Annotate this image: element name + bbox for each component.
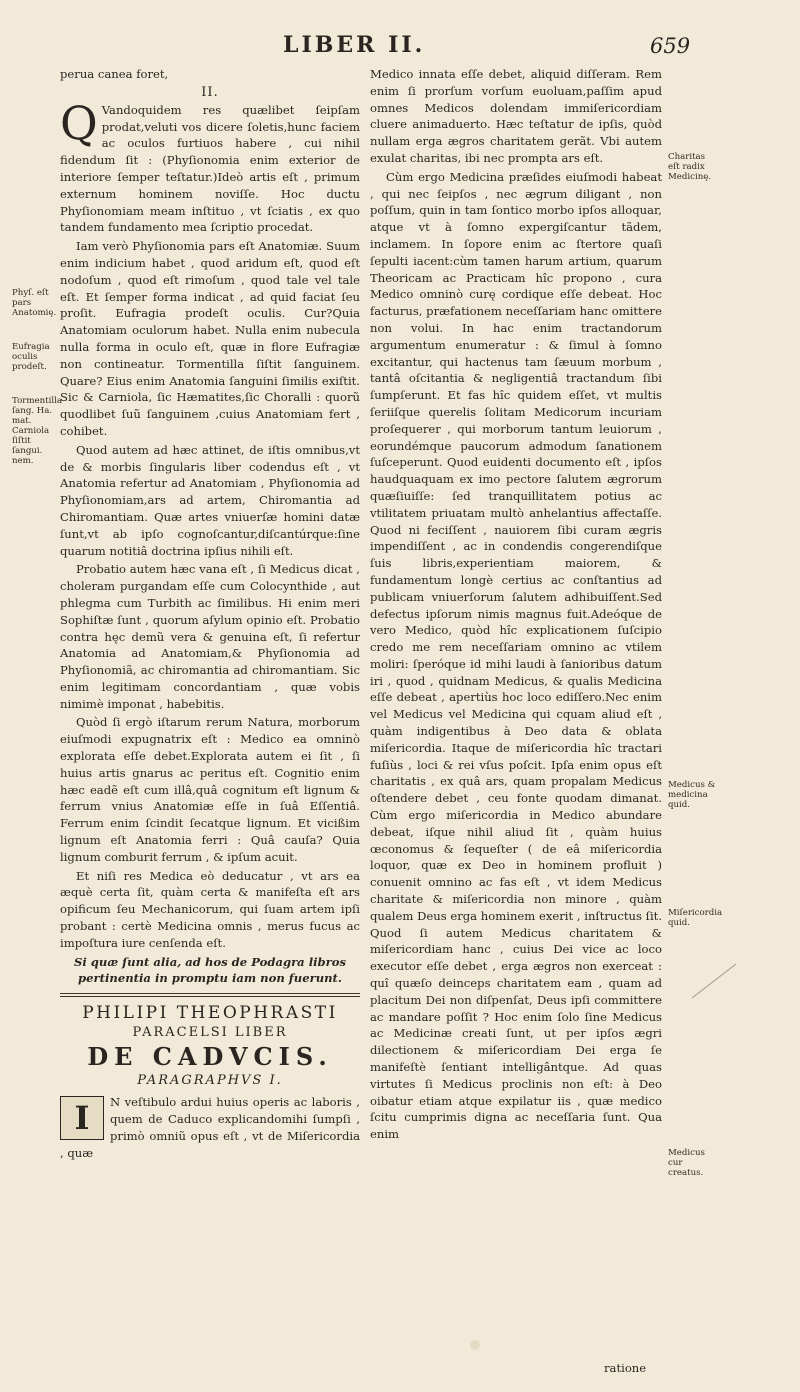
paragraph-heading: PARAGRAPHVS I. xyxy=(137,1073,283,1089)
ornamental-initial: I xyxy=(60,1096,104,1140)
margin-note: Medicus & medicina quid. xyxy=(668,780,716,810)
running-head: LIBER II. xyxy=(283,32,426,58)
paragraph: Et niſi res Medica eò deducatur , vt ars ea æquè certa ſit, quàm certa & manifeſta eſt ars opificum ſeu Mechanicorum, qui ſuam artem ipſi probant : certè Medicina omnis , merus fucus ac impoſtura iure cenſenda eſt. xyxy=(60,868,360,950)
right-column xyxy=(370,66,662,1145)
paper-stain xyxy=(470,1340,480,1350)
section-numeral: II. xyxy=(201,84,219,100)
divider-rule xyxy=(60,993,360,997)
book-title-main: DE CADVCIS. xyxy=(87,1042,333,1072)
margin-note: Eufragia oculis prodeſt. xyxy=(12,342,50,372)
paragraph: Quod autem ad hæc attinet, de iſtis omnibus,vt de & morbis ſingularis liber codendus eſt , vt Anatomia refertur ad Anatomiam , Phyſionomia ad Phyſionomiam,ars ad artem, Chiromantia ad Chiromantiam. Quæ artes vniuerſæ homini datæ ſunt,vt ab ipſo cognoſcantur,diſcantúrque:ſine quarum notitiâ doctrina ipſius nihili eſt. xyxy=(60,442,360,558)
left-column xyxy=(60,66,360,1163)
margin-note: Miſericordia quid. xyxy=(668,908,723,928)
opening-line: perua canea foret, xyxy=(60,67,169,81)
paragraph-text: N veſtibulo ardui huius operis ac laboris , quem de Caduco explicandomihi ſumpſi , primò omniũ opus eſt , vt de Miſericordia , quæ xyxy=(60,1095,360,1160)
margin-note: Phyſ. eſt pars Anatomię. xyxy=(12,288,57,318)
paragraph: Cùm ergo Medicina præſides eiuſmodi habeat , qui nec ſeipſos , nec ægrum diligant , non poſſum, quin in tam ſontico morbo ipſos alloquar, atque vt à ſomno expergiſcantur tãdem, inclamem. In ſopore enim ac ſtertore quaſi ſepulti iacent:cùm tamen harum artium, quarum Theoricam ac Practicam hîc propono , cura Medico omninò curę cordique eſſe debeat. Hoc facturus, præfationem neceſſariam hanc omittere non volui. In hac enim tractandorum argumentum enumeratur : & ſimul à ſomno excitantur, qui hactenus tam ſæuum morbum , tantâ oſcitantia & negligentiâ tractandum ſibi ſumpſerunt. Et fas hîc quidem eſſet, vt multis ſeriiſque querelis ſolitam Medicorum incuriam proſequerer , qui morborum tantum leuiorum , eorundémque paucorum admodum ſanationem ſuſceperunt. Quod euidenti documento eſt , ipſos haudquaquam ex imo pectore ſalutem ægrorum quæſiuiſſe: ſed tranquillitatem potius ac vtilitatem priuatam multò anhelantius affectaſſe. Quod ni feciſſent , nauiorem ſibi curam ægris impendiſſent , ac in condendis congerendiſque ſuis libris,experientiam maiorem, & fundamentum longè certius ac conſtantius ad publicam vniuerſorum ſalutem adhibuiſſent.Sed defectus ipſorum nimis magnus fuit.Adeóque de vero Medico, quòd hîc explicationem ſuſcipio credo me rem neceſſariam omnino ac vtilem moliri: ſperóque id mihi laudi à ſanioribus datum iri , quod , quidnam Medicus, & qualis Medicina eſſe debeat , apertiùs hoc loco ediſſero.Nec enim vel Medicus vel Medicina qui cquam aliud eſt , quàm indigentibus à Deo data & oblata miſericordia. Itaque de miſericordia hîc tractari fuſiùs , loci & rei vſus poſcit. Ipſa enim opus eſt charitatis , ex quâ ars, quam propalam Medicus oſtendere debet , ceu fonte quodam dimanat. Cùm ergo miſericordia in Medico abundare debeat, iſque nihil aliud ſit , quàm huius œconomus & ſequeſter ( de eâ miſericordia loquor, quæ ex Deo in hominem profluit ) conuenit omnino ac fas eſt , vt idem Medicus charitate & miſericordia non minore , quàm qualem Deus erga hominem exerit , inſtructus ſit. Quod ſi autem Medicus charitatem & miſericordiam hanc , cuius Dei vice ac loco executor eſſe debet , erga ægros non exerceat : quî quæſo deinceps charitatem eam , quam ad placitum Dei non diſpenſat, Deus ipſi committere ac mandare poſſit ? Hoc enim ſolo ſine Medicus ac Medicinæ creati ſunt, ut per ipſos ægri dilectionem & miſericordiam Dei erga ſe manifeſtè ſentiant intelligântque. Ad quas virtutes ſi Medicus proclinis non eſt: à Deo oibatur etiam atque expilatur iis , quæ medico ſcitu cumprimis digna ac neceſſaria ſunt. Qua enim xyxy=(370,169,662,1142)
margin-note: Charitas eſt radix Medicinę. xyxy=(668,152,712,182)
paragraph: Iam verò Phyſionomia pars eſt Anatomiæ. Suum enim indicium habet , quod aridum eſt, quod eſt nodoſum , quod eſt rimoſum , quod tale vel tale eſt. Et ſemper forma indicat , ad quid faciat ſeu proſit. Eufragia prodeſt oculis. Cur?Quia Anatomiam oculorum habet. Nulla enim nubecula nulla forma in oculo eſt, quæ in flore Eufragiæ non contineatur. Tormentilla ſiſtit ſanguinem. Quare? Eius enim Anatomia ſanguini ſimilis exiſtit. Sic & Carniola, ſic Hæmatites,ſic Choralli : quorũ quodlibet ſuũ ſanguinem ,cuius Anatomiam fert , cohibet. xyxy=(60,239,360,438)
paragraph xyxy=(60,95,360,236)
paragraph: Probatio autem hæc vana eſt , ſi Medicus dicat , choleram purgandam eſſe cum Colocynthide , aut phlegma cum Turbith ac ſimilibus. Hi enim meri Sophiſtæ ſunt , quorum aſylum opinio eſt. Probatio contra hęc demũ vera & genuina eſt, ſi refertur Anatomia ad Anatomiam,& Phyſionomia ad Phyſionomiã, ac chiromantia ad chiromantiam. Sic enim legitimam concordantiam , quæ vobis nimimè imponat , habebitis. xyxy=(60,562,360,711)
catchword: ratione xyxy=(604,1361,647,1375)
book-title-author: PHILIPI THEOPHRASTI xyxy=(82,1003,338,1024)
paragraph: Medico innata eſſe debet, aliquid diſſeram. Rem enim ſi prorſum vorſum euoluam,paſſim apud omnes Medicos dolendam immiſericordiam cluere animaduerto. Hæc teſtatur de ipſis, quòd nullam erga ægros charitatem gerãt. Vbi autem exulat charitas, ibi nec prompta ars eſt. xyxy=(370,67,662,165)
pencil-mark xyxy=(690,960,740,1000)
paragraph: Quòd ſi ergò iſtarum rerum Natura, morborum eiuſmodi expugnatrix eſt : Medico ea omninò explorata eſſe debet.Explorata autem ei ſit , ſi huius artis gnarus ac peritus eſt. Cognitio enim hæc eadẽ eſt cum illâ,quâ cognitum eſt lignum & ferrum vnius Anatomiæ eſſe in ſuâ Eſſentiâ. Ferrum enim ſcindit ſecatque lignum. Et vicißim lignum eſt Anatomia ferri : Quâ cauſa? Quia lignum comburit ferrum , & ipſum acuit. xyxy=(60,715,360,864)
page-number: 659 xyxy=(650,34,691,58)
paragraph-text: Vandoquidem res quælibet ſeipſam prodat,veluti vos dicere ſoletis,hunc faciem ac oculos furtiuos habere , cui nihil fidendum ſit : (Phyſionomia enim exterior de interiore ſemper teſtatur.)Ideò artis eſt , primum externum hominem noviſſe. Hoc ductu Phyſionomiam meam inſtituo , vt ſciatis , ex quo tandem fundamento mea ſcriptio procedat. xyxy=(60,102,360,235)
book-title-liber: PARACELSI LIBER xyxy=(132,1025,288,1041)
paragraph xyxy=(60,1094,360,1161)
dropcap-letter: Q xyxy=(60,95,98,150)
closing-note: Si quæ ſunt alia, ad hos de Podagra libros pertinentia in promptu iam non fuerunt. xyxy=(73,954,347,986)
margin-note: Medicus cur creatus. xyxy=(668,1148,705,1178)
margin-note: Tormentilla ſang. Ha. mat. Carniola ſiſtit ſangui. nem. xyxy=(12,396,62,466)
